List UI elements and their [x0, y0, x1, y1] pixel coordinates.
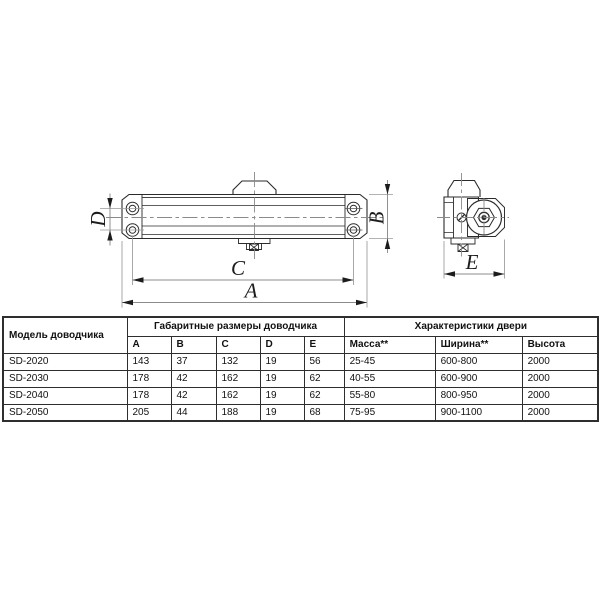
cell-model: SD-2040	[3, 387, 127, 404]
header-dim-c: C	[216, 336, 260, 353]
header-dim-b: B	[171, 336, 216, 353]
header-door-mass: Масса**	[344, 336, 435, 353]
dim-label-a: A	[244, 278, 258, 303]
side-top-cap	[448, 181, 480, 198]
header-door-width: Ширина**	[435, 336, 522, 353]
dimension-B	[365, 180, 394, 253]
side-view-drawing	[437, 173, 509, 259]
header-dim-d: D	[260, 336, 304, 353]
header-model: Модель доводчика	[3, 317, 127, 353]
mounting-holes	[126, 202, 362, 236]
dim-label-d: D	[86, 211, 110, 227]
table-row-sd2040: SD-2040 178 42 162 19 62 55-80 800-950 2000	[3, 387, 598, 404]
dim-label-b: B	[364, 211, 389, 225]
front-center-lines	[106, 172, 384, 259]
table-row-sd2030: SD-2030 178 42 162 19 62 40-55 600-900 2000	[3, 370, 598, 387]
dimension-E	[444, 240, 505, 279]
dim-label-c: C	[230, 256, 246, 280]
cell-model: SD-2030	[3, 370, 127, 387]
spec-table	[2, 316, 599, 422]
front-view-drawing	[106, 172, 384, 259]
cell-model: SD-2020	[3, 353, 127, 370]
header-group-dimensions: Габаритные размеры доводчика	[127, 317, 344, 336]
cell-model: SD-2050	[3, 404, 127, 421]
front-body-outline	[122, 195, 367, 239]
dimension-D	[86, 194, 144, 246]
dim-label-e: E	[465, 250, 479, 274]
header-door-height: Высота	[522, 336, 598, 353]
table-row-sd2050: SD-2050 205 44 188 19 68 75-95 900-1100 2000	[3, 404, 598, 421]
header-dim-e: E	[304, 336, 344, 353]
table-row-sd2020: SD-2020 143 37 132 19 56 25-45 600-800 2000	[3, 353, 598, 370]
header-group-door: Характеристики двери	[344, 317, 598, 336]
header-dim-a: A	[127, 336, 171, 353]
